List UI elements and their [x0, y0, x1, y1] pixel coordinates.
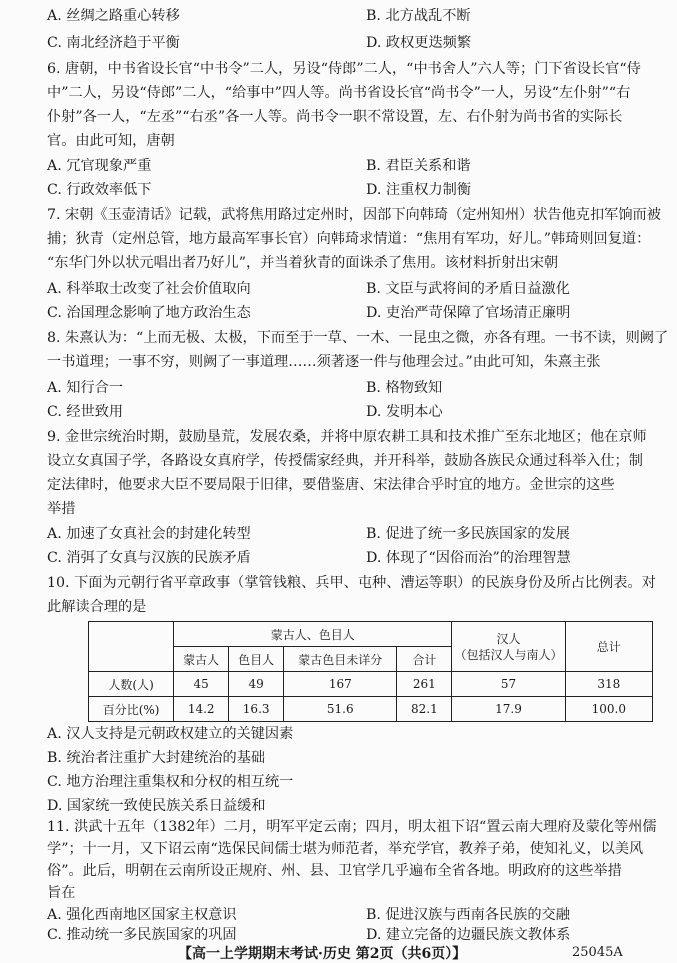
table-cell: 16.3: [229, 697, 284, 722]
table-subheader: 色目人: [229, 647, 284, 672]
q11-option-a: A. 强化西南地区国家主权意识: [47, 907, 237, 923]
q8-option-a: A. 知行合一: [47, 380, 124, 396]
table-cell: 17.9: [452, 697, 565, 722]
table-cell: 82.1: [397, 697, 452, 722]
q8-stem-line: 8. 朱熹认为：“上而无极、太极，下而至于一草、一木、一昆虫之微，亦各有理。一书不读，则阙了: [47, 330, 669, 346]
q10-stem-line: 此解读合理的是: [47, 599, 147, 615]
q9-stem-line: 9. 金世宗统治时期，鼓励垦荒，发展农桑，并将中原农耕工具和技术推广至东北地区；他在京师: [47, 429, 647, 445]
q9-stem-line: 举措: [47, 501, 76, 517]
q9-option-b: B. 促进了统一多民族国家的发展: [366, 526, 570, 542]
q6-option-c: C. 行政效率低下: [47, 182, 152, 198]
q7-option-a: A. 科举取士改变了社会价值取向: [47, 281, 251, 297]
han-header-text: 汉人: [496, 631, 521, 646]
q11-stem-line: 11. 洪武十五年（1382年）二月，明军平定云南；四月，明太祖下诏“置云南大理府及蒙化等州儒: [47, 819, 657, 835]
q6-stem-line: 6. 唐朝，中书省设长官“中书令”二人，另设“侍郎”二人，“中书舍人”六人等；门下省设长官“侍: [47, 61, 641, 77]
table-cell: 57: [452, 672, 565, 697]
q8-stem-line: 一书道理；一事不穷，则阙了一事道理……须著逐一件与他理会过。”由此可知，朱熹主张: [47, 354, 601, 370]
q8-option-b: B. 格物致知: [366, 380, 443, 396]
table-cell: 45: [174, 672, 229, 697]
table-row: [89, 697, 653, 722]
table-subheader: 蒙古色目未详分: [284, 647, 397, 672]
q6-stem-line: 官。由此可知，唐朝: [47, 133, 175, 149]
q10-option-b: B. 统治者注重扩大封建统治的基础: [47, 750, 266, 766]
q10-stem-line: 10. 下面为元朝行省平章政事（掌管钱粮、兵甲、屯种、漕运等职）的民族身份及所占比例表。对: [47, 575, 656, 591]
exam-code: 25045A: [572, 945, 623, 960]
table-cell: 100.0: [565, 697, 652, 722]
q11-option-c: C. 推动统一多民族国家的巩固: [47, 927, 237, 943]
q11-stem-line: 学”；十一月，又下诏云南“选保民间儒士堪为师范者，举充学官，教养子弟，使知礼义，以美风: [47, 841, 644, 857]
table-subheader: 合计: [397, 647, 452, 672]
q5-option-c: C. 南北经济趋于平衡: [47, 35, 180, 51]
table-cell: 261: [397, 672, 452, 697]
q7-stem-line: “东华门外以状元唱出者乃好儿”，并当着狄青的面诛杀了焦用。该材料折射出宋朝: [47, 255, 559, 271]
table-subheader: 蒙古人: [174, 647, 229, 672]
q6-option-a: A. 冗官现象严重: [47, 158, 152, 174]
table-row: [89, 672, 653, 697]
q9-option-a: A. 加速了女真社会的封建化转型: [47, 526, 251, 542]
q11-stem-line: 旨在: [47, 885, 76, 901]
q7-option-c: C. 治国理念影响了地方政治生态: [47, 305, 251, 321]
table-han-header: [452, 622, 565, 672]
q10-option-a: A. 汉人支持是元朝政权建立的关键因素: [47, 726, 294, 742]
q5-option-a: A. 丝绸之路重心转移: [47, 8, 180, 24]
table-cell: 318: [565, 672, 652, 697]
q10-option-d: D. 国家统一致使民族关系日益缓和: [47, 798, 266, 814]
q7-stem-line: 7. 宋朝《玉壶清话》记载，武将焦用路过定州时，因部下向韩琦（定州知州）状告他克扣军饷而被: [47, 207, 661, 223]
table-corner-cell: [89, 622, 174, 672]
q11-option-d: D. 建立完备的边疆民族文教体系: [366, 927, 571, 943]
q10-data-table: [88, 621, 653, 722]
page-footer: 【高一上学期期末考试·历史 第2页（共6页）】: [178, 946, 467, 962]
table-cell: 49: [229, 672, 284, 697]
q11-option-b: B. 促进汉族与西南各民族的交融: [366, 907, 570, 923]
table-group-header: 蒙古人、色目人: [174, 622, 452, 647]
q6-option-b: B. 君臣关系和谐: [366, 158, 471, 174]
table-total-header: 总计: [565, 622, 652, 672]
q11-stem-line: 俗”。此后，明朝在云南所设正规府、州、县、卫官学几乎遍布全省各地。明政府的这些举措: [47, 863, 622, 879]
table-cell: 14.2: [174, 697, 229, 722]
q9-stem-line: 设立女真国子学，各路设女真府学，传授儒家经典，并开科举，鼓励各族民众通过科举入仕；制: [47, 453, 643, 469]
q7-stem-line: 捕；狄青（定州总管，地方最高军事长官）向韩琦求情道：“焦用有军功，好儿。”韩琦则回复道：: [47, 231, 651, 247]
q9-option-c: C. 消弭了女真与汉族的民族矛盾: [47, 550, 251, 566]
q10-option-c: C. 地方治理注重集权和分权的相互统一: [47, 774, 294, 790]
q6-stem-line: 中”二人，另设“侍郎”二人，“给事中”四人等。尚书省设长官“尚书令”一人，另设“左仆射”“右: [47, 85, 631, 101]
q8-option-c: C. 经世致用: [47, 404, 124, 420]
han-header-subtext: （包括汉人与南人）: [454, 647, 563, 662]
table-row-label: 百分比(%): [89, 697, 174, 722]
q9-option-d: D. 体现了“因俗而治”的治理智慧: [366, 550, 571, 566]
q6-option-d: D. 注重权力制衡: [366, 182, 472, 198]
table-cell: 51.6: [284, 697, 397, 722]
q7-option-b: B. 文臣与武将间的矛盾日益激化: [366, 281, 570, 297]
q8-option-d: D. 发明本心: [366, 404, 443, 420]
q5-option-d: D. 政权更迭频繁: [366, 35, 472, 51]
q9-stem-line: 定法律时，他要求大臣不要局限于旧律，要借鉴唐、宋法律合乎时宜的地方。金世宗的这些: [47, 477, 615, 493]
q6-stem-line: 仆射”各一人，“左丞”“右丞”各一人等。尚书令一职不常设置，左、右仆射为尚书省的实际长: [47, 109, 623, 125]
q5-option-b: B. 北方战乱不断: [366, 8, 471, 24]
table-cell: 167: [284, 672, 397, 697]
table-row-label: 人数(人): [89, 672, 174, 697]
q7-option-d: D. 吏治严苛保障了官场清正廉明: [366, 305, 571, 321]
